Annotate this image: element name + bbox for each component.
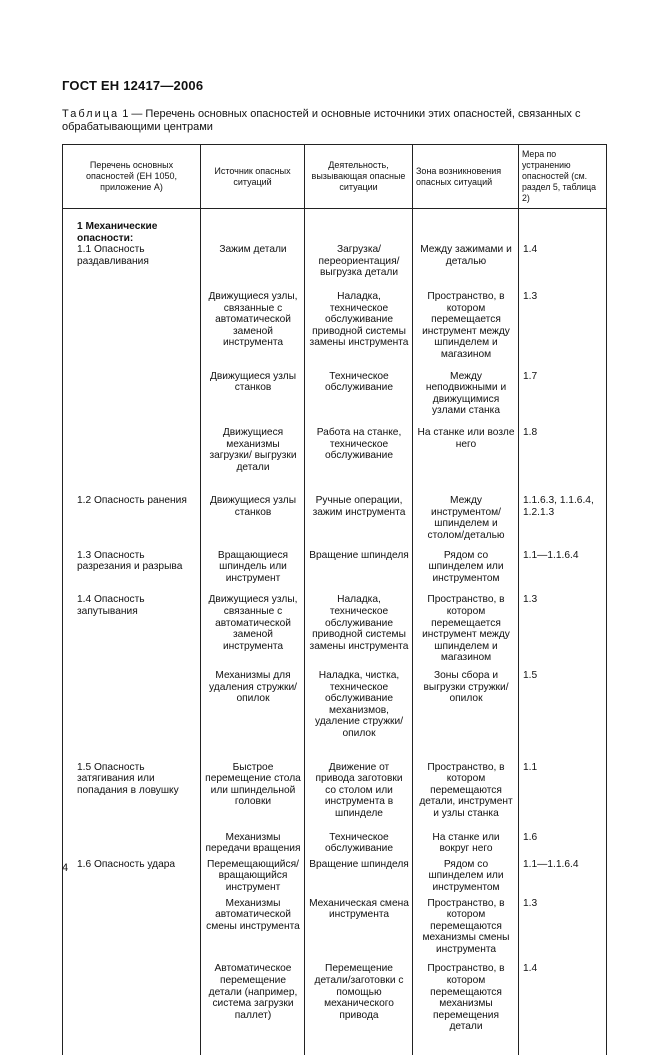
zone-cell: Пространство, в котором перемещаются механизмы смены инструмента <box>413 898 519 964</box>
measure-cell: 1.5 <box>519 670 607 762</box>
zone-cell: Рядом со шпинделем или инструментом <box>413 550 519 595</box>
hazard-cell <box>63 291 201 371</box>
source-cell: Движущиеся механизмы загрузки/ выгрузки детали <box>201 427 305 495</box>
table-cell <box>201 209 305 245</box>
source-cell: Механизмы передачи вращения <box>201 832 305 859</box>
zone-cell: Пространство, в котором перемещается инструмент между шпинделем и магазином <box>413 594 519 670</box>
measure-cell: 1.4 <box>519 244 607 291</box>
zone-cell: Пространство, в котором перемещаются механизмы перемещения детали <box>413 963 519 1055</box>
hazard-cell <box>63 832 201 859</box>
measure-cell: 1.3 <box>519 291 607 371</box>
hazard-cell <box>63 371 201 427</box>
measure-cell: 1.1—1.1.6.4 <box>519 859 607 898</box>
zone-cell: Пространство, в котором перемещается инструмент между шпинделем и магазином <box>413 291 519 371</box>
hazard-cell <box>63 670 201 762</box>
activity-cell: Движение от привода заготовки со столом или инструмента в шпинделе <box>305 762 413 832</box>
source-cell: Движущиеся узлы, связанные с автоматической заменой инструмента <box>201 291 305 371</box>
source-cell: Движущиеся узлы станков <box>201 495 305 549</box>
table-row <box>63 898 607 964</box>
measure-cell: 1.3 <box>519 898 607 964</box>
source-cell: Движущиеся узлы станков <box>201 371 305 427</box>
table-section-row <box>63 209 607 245</box>
measure-cell: 1.1 <box>519 762 607 832</box>
zone-cell: На станке или вокруг него <box>413 832 519 859</box>
activity-cell: Техническое обслуживание <box>305 832 413 859</box>
activity-cell: Ручные операции, зажим инструмента <box>305 495 413 549</box>
header-activity: Деятельность, вызывающая опасные ситуации <box>305 145 413 209</box>
zone-cell: Рядом со шпинделем или инструментом <box>413 859 519 898</box>
measure-cell: 1.8 <box>519 427 607 495</box>
table-row <box>63 244 607 291</box>
activity-cell: Вращение шпинделя <box>305 859 413 898</box>
hazard-cell: 1.4 Опасность запутывания <box>63 594 201 670</box>
zone-cell: Между зажимами и деталью <box>413 244 519 291</box>
source-cell: Вращающиеся шпиндель или инструмент <box>201 550 305 595</box>
measure-cell: 1.1.6.3, 1.1.6.4, 1.2.1.3 <box>519 495 607 549</box>
table-cell <box>305 209 413 245</box>
hazard-cell: 1.6 Опасность удара <box>63 859 201 898</box>
hazard-cell: 1.1 Опасность раздавливания <box>63 244 201 291</box>
measure-cell: 1.7 <box>519 371 607 427</box>
table-row <box>63 427 607 495</box>
table-row <box>63 594 607 670</box>
page-number: 4 <box>62 862 68 874</box>
table-caption-text: 1 — Перечень основных опасностей и основные источники этих опасностей, связанных с обрабатывающими центрами <box>62 108 580 133</box>
source-cell: Перемещающийся/вращающийся инструмент <box>201 859 305 898</box>
header-measure: Мера по устранению опасностей (см. раздел 5, таблица 2) <box>519 145 607 209</box>
table-caption-label: Таблица <box>62 108 119 120</box>
zone-cell: На станке или возле него <box>413 427 519 495</box>
activity-cell: Наладка, техническое обслуживание приводной системы замены инструмента <box>305 594 413 670</box>
source-cell: Быстрое перемещение стола или шпиндельной головки <box>201 762 305 832</box>
source-cell: Движущиеся узлы, связанные с автоматической заменой инструмента <box>201 594 305 670</box>
zone-cell: Зоны сбора и выгрузки стружки/ опилок <box>413 670 519 762</box>
activity-cell: Наладка, техническое обслуживание приводной системы замены инструмента <box>305 291 413 371</box>
table-row <box>63 670 607 762</box>
header-zone: Зона возникновения опасных ситуаций <box>413 145 519 209</box>
zone-cell: Пространство, в котором перемещаются детали, инструмент и узлы станка <box>413 762 519 832</box>
hazard-cell: 1.5 Опасность затягивания или попадания в ловушку <box>63 762 201 832</box>
table-row <box>63 371 607 427</box>
activity-cell: Техническое обслуживание <box>305 371 413 427</box>
source-cell: Механизмы для удаления стружки/ опилок <box>201 670 305 762</box>
measure-cell: 1.1—1.1.6.4 <box>519 550 607 595</box>
hazard-cell <box>63 898 201 964</box>
section-title: 1 Механические опасности: <box>63 209 201 245</box>
table-cell <box>519 209 607 245</box>
table-row <box>63 291 607 371</box>
table-row <box>63 832 607 859</box>
activity-cell: Работа на станке, техническое обслуживание <box>305 427 413 495</box>
document-title: ГОСТ ЕН 12417—2006 <box>62 78 203 93</box>
measure-cell: 1.6 <box>519 832 607 859</box>
table-row <box>63 762 607 832</box>
hazard-cell: 1.3 Опасность разрезания и разрыва <box>63 550 201 595</box>
activity-cell: Загрузка/переориентация/выгрузка детали <box>305 244 413 291</box>
table-header-row <box>63 145 607 209</box>
measure-cell: 1.4 <box>519 963 607 1055</box>
table-row <box>63 859 607 898</box>
zone-cell: Между инструментом/шпинделем и столом/деталью <box>413 495 519 549</box>
measure-cell: 1.3 <box>519 594 607 670</box>
activity-cell: Механическая смена инструмента <box>305 898 413 964</box>
hazard-cell: 1.2 Опасность ранения <box>63 495 201 549</box>
hazards-table <box>62 144 607 1055</box>
table-row <box>63 963 607 1055</box>
activity-cell: Перемещение детали/заготовки с помощью механического привода <box>305 963 413 1055</box>
header-hazards: Перечень основных опасностей (ЕН 1050, приложение А) <box>63 145 201 209</box>
source-cell: Механизмы автоматической смены инструмента <box>201 898 305 964</box>
activity-cell: Наладка, чистка, техническое обслуживание механизмов, удаление стружки/опилок <box>305 670 413 762</box>
zone-cell: Между неподвижными и движущимися узлами станка <box>413 371 519 427</box>
table-caption <box>62 108 607 134</box>
header-source: Источник опасных ситуаций <box>201 145 305 209</box>
activity-cell: Вращение шпинделя <box>305 550 413 595</box>
table-row <box>63 550 607 595</box>
hazard-cell <box>63 427 201 495</box>
source-cell: Зажим детали <box>201 244 305 291</box>
source-cell: Автоматическое перемещение детали (например, система загрузки паллет) <box>201 963 305 1055</box>
table-cell <box>413 209 519 245</box>
table-row <box>63 495 607 549</box>
hazard-cell <box>63 963 201 1055</box>
table-body <box>63 209 607 1055</box>
